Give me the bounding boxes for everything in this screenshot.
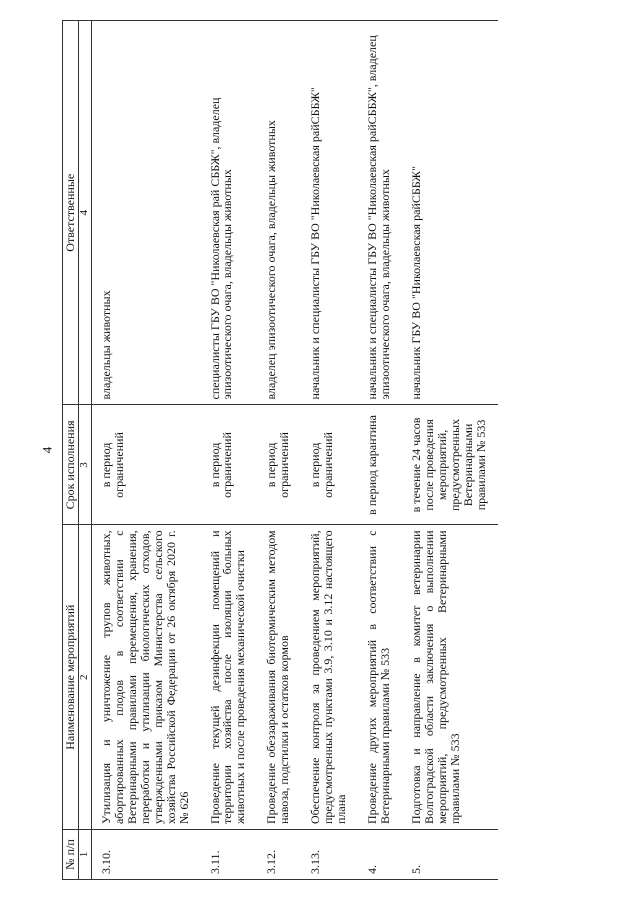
- row-action: Подготовка и направление в комитет ветеринарии Волгоградской области заключения о выполнении мероприятий, предусмотренных Ветеринарными правилами № 533: [402, 525, 498, 830]
- row-term: в период карантина: [358, 405, 402, 525]
- row-number: 5.: [402, 830, 498, 880]
- table-body: [91, 21, 497, 880]
- column-number-1: 1: [78, 830, 91, 880]
- row-term: в период ограничений: [201, 405, 258, 525]
- header-action: Наименование мероприятий: [63, 525, 79, 830]
- row-responsible: начальник и специалисты ГБУ ВО "Николаевская райСББЖ", владелец эпизоотического очага, владельцы животных: [358, 21, 402, 405]
- row-responsible: владелец эпизоотического очага, владельцы животных: [257, 21, 301, 405]
- table-row: [91, 21, 200, 880]
- column-number-4: 4: [78, 21, 91, 405]
- header-responsible: Ответственные: [63, 21, 79, 405]
- table-row: [257, 21, 301, 880]
- row-term: в период ограничений: [257, 405, 301, 525]
- table-header: [63, 21, 92, 880]
- row-term: в течение 24 часов после проведения мероприятий, предусмотренных Ветеринарными правилами № 533: [402, 405, 498, 525]
- measures-table: [62, 20, 498, 880]
- row-term: в период ограничений: [91, 405, 200, 525]
- row-responsible: владельцы животных: [91, 21, 200, 405]
- header-num: № п/п: [63, 830, 79, 880]
- row-action: Проведение текущей дезинфекции помещений и территории хозяйства после изоляции больных животных и после проведения механической очистки: [201, 525, 258, 830]
- row-number: 3.11.: [201, 830, 258, 880]
- column-number-2: 2: [78, 525, 91, 830]
- table-row: [402, 21, 498, 880]
- document-sheet: [62, 20, 622, 880]
- table-row: [201, 21, 258, 880]
- table-row: [358, 21, 402, 880]
- row-number: 3.10.: [91, 830, 200, 880]
- header-term: Срок исполнения: [63, 405, 79, 525]
- row-action: Проведение обеззараживания биотермическим методом навоза, подстилки и остатков кормов: [257, 525, 301, 830]
- page-number: 4: [39, 446, 55, 454]
- row-responsible: начальник и специалисты ГБУ ВО "Николаевская райСББЖ": [301, 21, 358, 405]
- row-action: Утилизация и уничтожение трупов животных, абортированных плодов в соответствии с Ветеринарными правилами перемещения, хранения, переработки и утилизации биологических отходов, утвержденными приказом Министерства сельского хозяйства Российской Федерации от 26 октября 2020 г. № 626: [91, 525, 200, 830]
- row-term: в период ограничений: [301, 405, 358, 525]
- row-number: 3.12.: [257, 830, 301, 880]
- row-responsible: специалисты ГБУ ВО "Николаевская рай СББЖ", владелец эпизоотического очага, владельцы животных: [201, 21, 258, 405]
- table-row: [301, 21, 358, 880]
- row-action: Проведение других мероприятий в соответствии с Ветеринарными правилами № 533: [358, 525, 402, 830]
- row-number: 3.13.: [301, 830, 358, 880]
- row-action: Обеспечение контроля за проведением мероприятий, предусмотренных пунктами 3.9, 3.10 и 3.12 настоящего плана: [301, 525, 358, 830]
- row-responsible: начальник ГБУ ВО "Николаевская райСББЖ": [402, 21, 498, 405]
- column-number-3: 3: [78, 405, 91, 525]
- row-number: 4.: [358, 830, 402, 880]
